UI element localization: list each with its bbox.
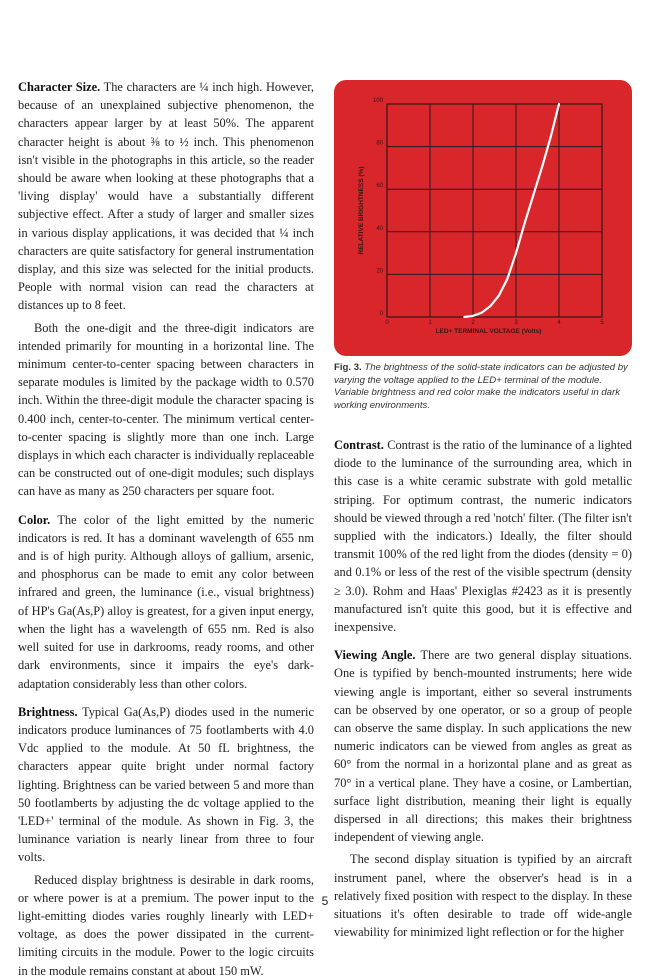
left-column <box>18 78 314 980</box>
y-axis-label: RELATIVE BRIGHTNESS (%) <box>358 166 365 255</box>
heading-viewing-angle: Viewing Angle. <box>334 648 416 663</box>
brightness-chart <box>334 80 632 356</box>
y-tick-label: 60 <box>376 183 383 190</box>
paragraph-viewing-angle <box>334 646 632 846</box>
heading-character-size: Character Size. <box>18 80 101 94</box>
right-column <box>334 436 632 941</box>
heading-brightness: Brightness. <box>18 704 78 719</box>
paragraph-color <box>18 511 314 693</box>
y-tick-label: 40 <box>376 225 383 232</box>
x-axis-label: LED+ TERMINAL VOLTAGE (Volts) <box>435 328 542 335</box>
heading-color: Color. <box>18 512 51 527</box>
heading-contrast: Contrast. <box>334 438 384 452</box>
x-tick-label: 4 <box>557 320 561 326</box>
y-tick-label: 0 <box>379 311 383 317</box>
text-viewing-angle: There are two general display situations. One is typified by bench-mounted instruments; here wide viewing angle is important, either so several instruments can be observed by one operator, or so a group of people can observe the same display. In such applications the new numeric indicators can be viewed from angles as great as 60° from the normal in a horizontal plane and as great as 70° in a vertical plane. They have a cosine, or Lambertian, surface light distribution, meaning their light is equally dispersed in all directions; this makes their brightness independent of viewing angle. <box>334 648 633 845</box>
x-tick-label: 3 <box>514 320 518 326</box>
paragraph-mounting: Both the one-digit and the three-digit indicators are intended primarily for mounting in a horizontal line. The minimum center-to-center spacing between characters in separate modules is limited by the package width to 0.570 inch. Within the three-digit module the character spacing is 0.400 inch, center-to-center. The minimum vertical center-to-center spacing is slightly more than one inch. Large displays in which each character is individually replaceable can be constructed out of one-digit modules; such displays can have as many as 250 characters per square foot. <box>18 320 314 499</box>
y-tick-label: 20 <box>376 268 383 275</box>
x-tick-label: 5 <box>600 320 604 326</box>
x-tick-label: 0 <box>385 320 389 326</box>
caption-label: Fig. 3. <box>334 362 362 373</box>
text-brightness: Typical Ga(As,P) diodes used in the numeric indicators produce luminances of 75 footlamberts with 4.0 Vdc applied to the module. At 50 fL brightness, the characters appear quite bright under normal factory lighting. Brightness can be varied between 5 and more than 50 footlamberts by adjusting the dc voltage applied to the 'LED+' terminal of the module. As shown in Fig. 3, the luminance variation is nearly linear from three to four volts. <box>18 704 314 865</box>
text-character-size: The characters are ¼ inch high. However, because of an unexplained subjective phenomenon, the characters appear larger by at least 50%. The apparent character height is about ⅜ to ½ inch. This phenomenon isn't visible in the photographs in this article, so the reader should be aware when looking at these photographs that a 'living display' would have a substantially different subjective effect. After a study of larger and smaller sizes in various display applications, it was decided that ¼ inch characters are quite satisfactory for general instrumentation display, and this size was selected for the initial products. People with normal vision can read the characters at distances up to 8 feet. <box>18 80 314 313</box>
caption-text: The brightness of the solid-state indicators can be adjusted by varying the voltage applied to the LED+ terminal of the module. Variable brightness and red color make the indicators useful in dark working environments. <box>334 362 628 411</box>
y-tick-label: 80 <box>376 140 383 147</box>
x-tick-label: 2 <box>471 320 475 326</box>
figure-caption <box>334 362 632 412</box>
paragraph-contrast <box>334 436 632 636</box>
text-color: The color of the light emitted by the numeric indicators is red. It has a dominant wavelength of 655 nm and is of high purity. Although alloys of gallium, arsenic, and phosphorus can be made to emit any color between infrared and green, the luminance (i.e., visual brightness) of HP's Ga(As,P) alloy is greatest, for a given input energy, when the light has a wavelength of 655 nm. Red is also well suited for use in darkrooms, ready rooms, and other dark environments, since it impairs the eye's dark-adaptation considerably less than other colors. <box>18 512 315 691</box>
paragraph-reduced-brightness: Reduced display brightness is desirable in dark rooms, or where power is at a premium. The power input to the light-emitting diodes varies roughly linearly with LED+ voltage, as does the power dissipated in the current-limiting circuits in the module. Power to the logic circuits in the module remains constant at about 150 mW. <box>18 872 314 978</box>
paragraph-second-situation: The second display situation is typified by an aircraft instrument panel, where the observer's head is in a relatively fixed position with respect to the display. In these situations it's often desirable to trade off wide-angle viewability for minimized light reflection or for the higher <box>334 852 632 940</box>
text-contrast: Contrast is the ratio of the luminance of a lighted diode to the luminance of the surrounding area, which in this case is a white ceramic substrate with gold metallic striping. For optimum contrast, the numeric indicators should be viewed through a red 'notch' filter. (The filter isn't supplied with the indicators.) Ideally, the filter should transmit 100% of the red light from the diodes (density = 0) and 0.1% or less of the rest of the visible spectrum (density ≥ 3.0). Rohm and Haas' Plexiglas #2423 as it is presently manufactured isn't quite this good, but it is effective and inexpensive. <box>334 438 632 635</box>
page-number: 5 <box>321 894 329 908</box>
paragraph-brightness <box>18 703 314 867</box>
y-tick-label: 100 <box>372 98 383 104</box>
figure-3 <box>334 80 632 356</box>
paragraph-character-size <box>18 78 314 315</box>
x-tick-label: 1 <box>428 320 432 326</box>
